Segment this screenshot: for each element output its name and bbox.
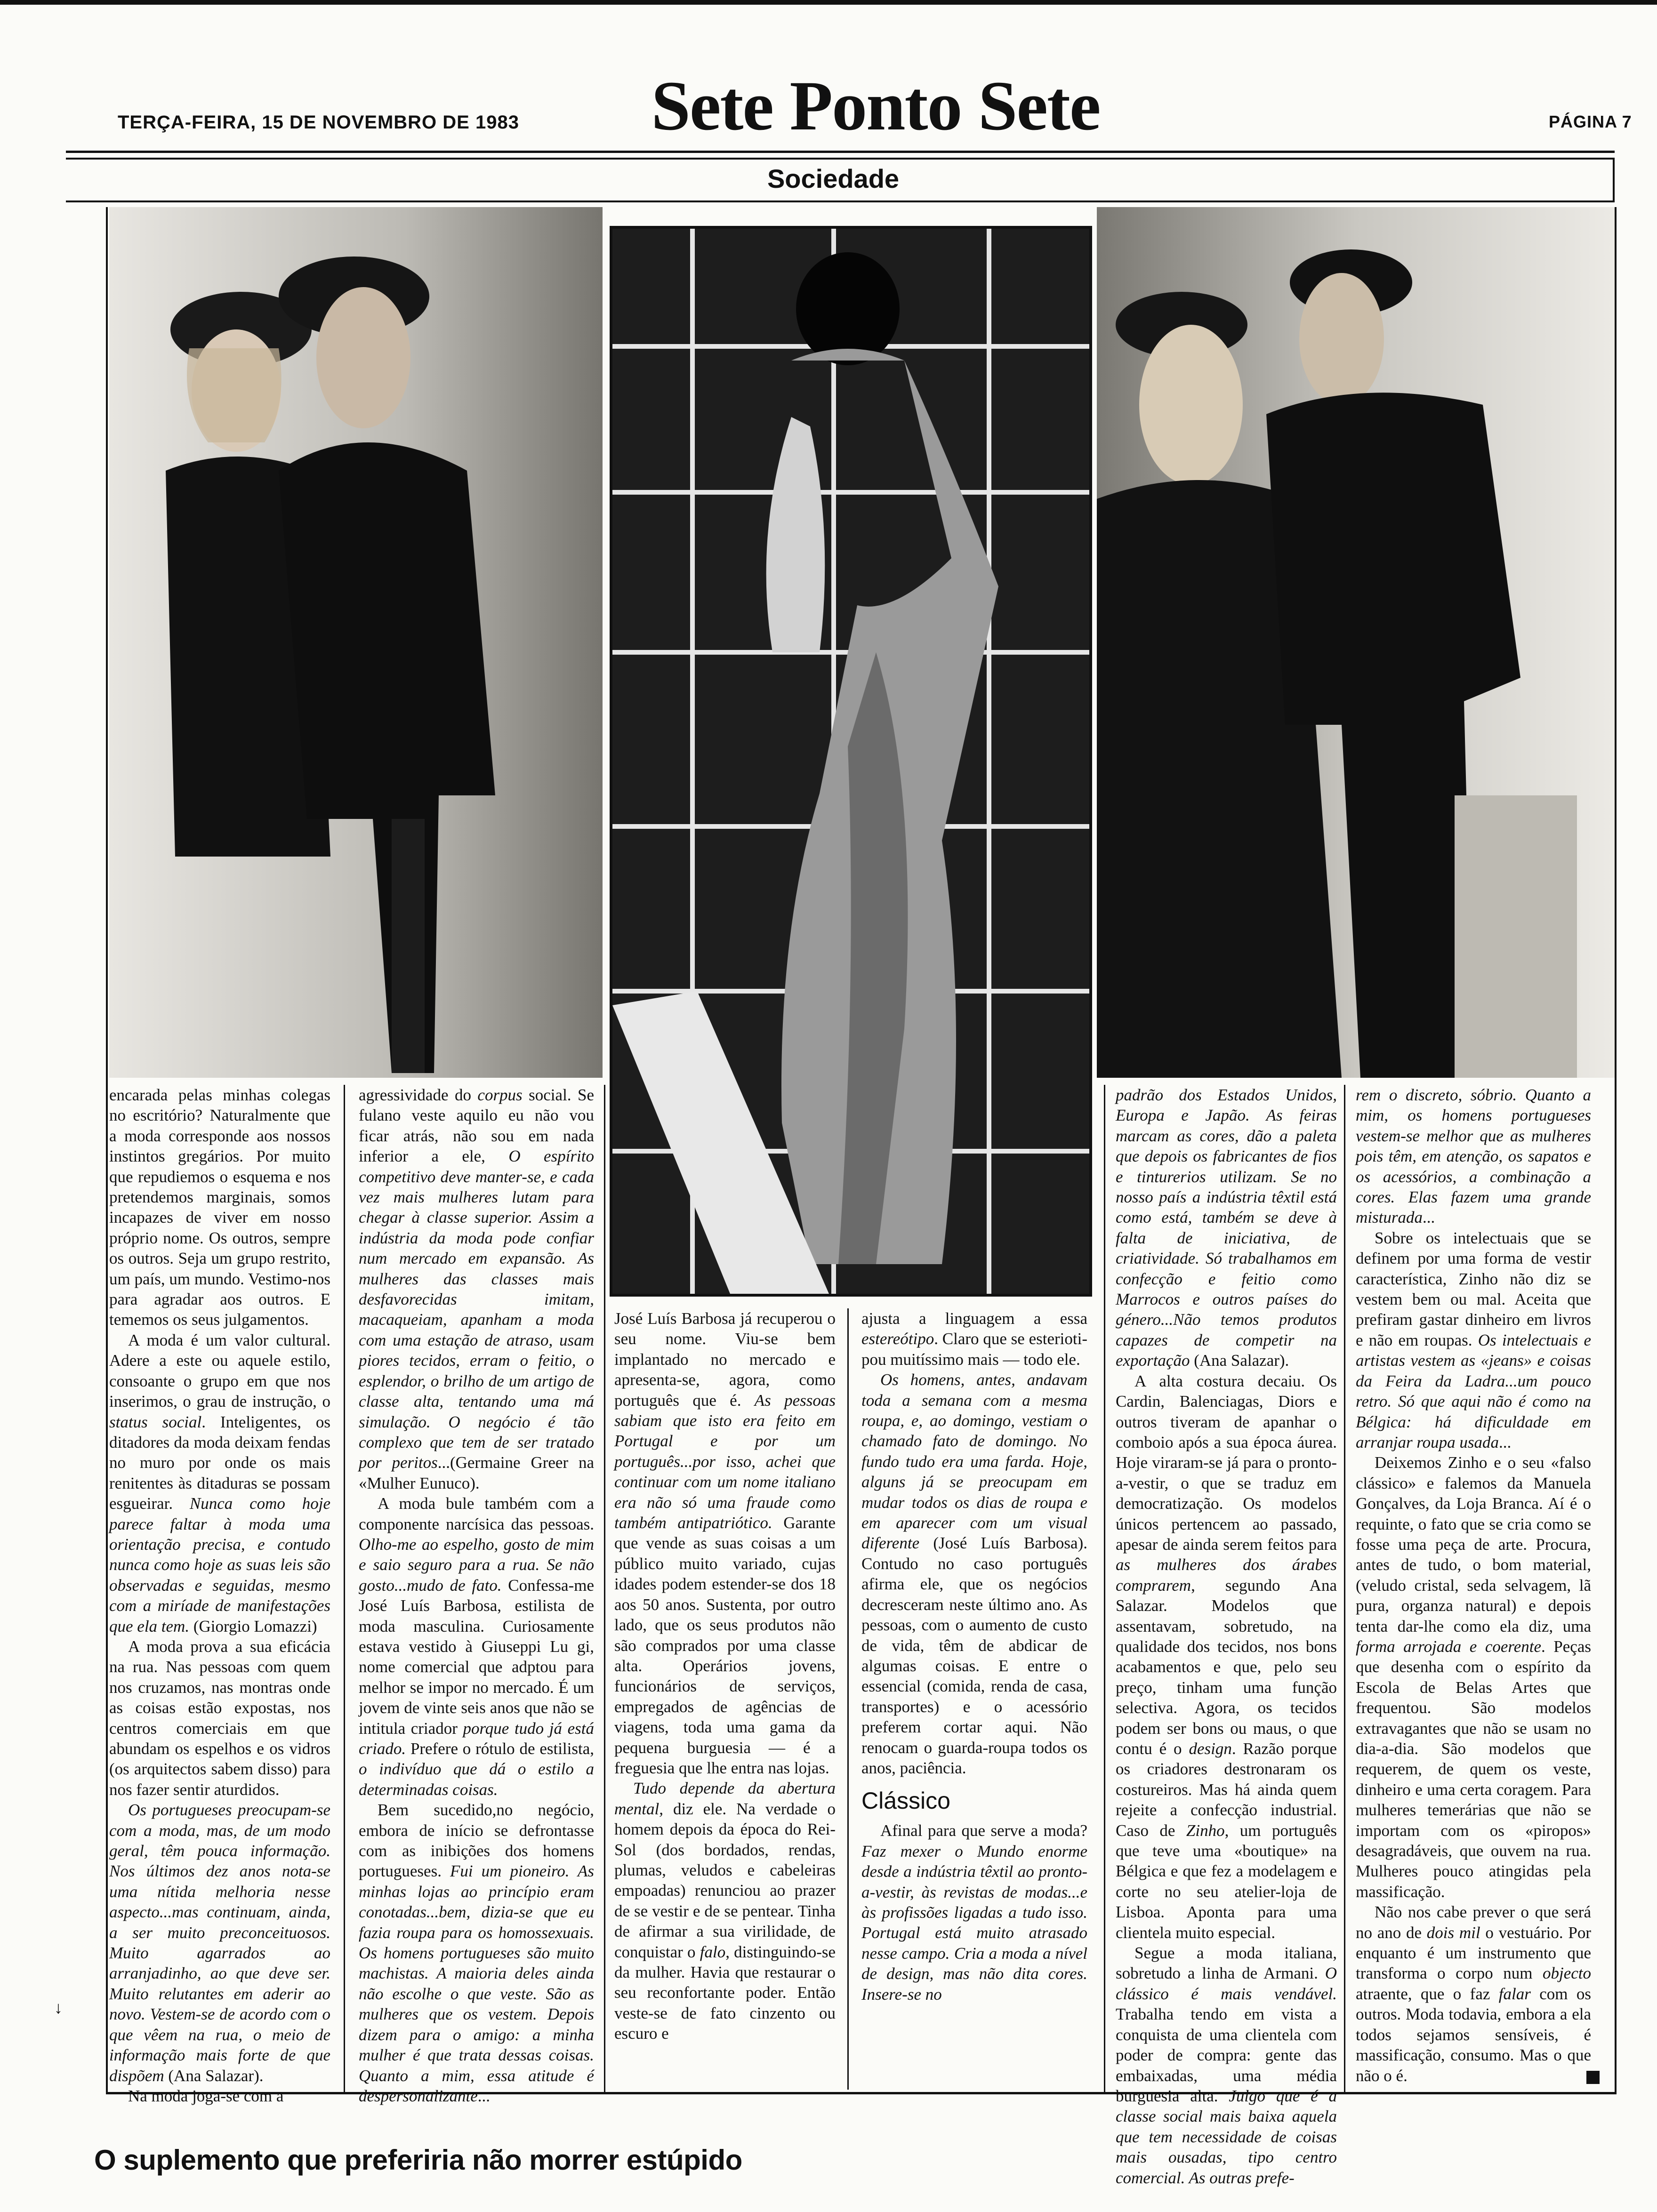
- frame-left-rule: [106, 207, 108, 2094]
- article-paragraph: A alta costura decaiu. Os Cardin, Balenciagas, Diors e outros tiveram de apanhar o comboio após a sua época áurea. Hoje viraram-se já para o pronto-a-vestir, o que se traduz em democratização. Os modelos únicos pertencem ao passado, apesar de ainda serem feitos para as mulheres dos árabes comprarem, segundo Ana Salazar. Modelos que assentavam, sobretudo, na qualidade dos tecidos, nos bons acabamentos e que, pelo seu preço, tinham uma função selectiva. Agora, os tecidos podem ser bons ou maus, o que contu é o design. Razão porque os criadores destronaram os costureiros. Mas há ainda quem rejeite a confecção industrial. Caso de Zinho, um português que teve uma «boutique» na Bélgica e que fez a modelagem e corte no seu atelier-loja de Lisboa. Aponta para uma clientela muito especial.: [1116, 1371, 1337, 1942]
- column-rule: [1344, 1085, 1345, 2092]
- article-paragraph: José Luís Barbosa já recuperou o seu nome. Viu-se bem implantado no mercado e apresenta-se, agora, como português que é. As pessoas sabiam que isto era feito em Portugal e por um português...por isso, achei que continuar com um nome italiano era não só uma fraude como também antipatriótico. Garante que vende as suas coisas a um público muito variado, cujas idades podem estender-se dos 18 aos 50 anos. Sustenta, por outro lado, que os seus produtos não são comprados por uma classe alta. Operários jovens, funcionários de serviços, empregados de agências de viagens, toda uma gama da pequena burguesia — é a freguesia que lhe entra nas lojas.: [614, 1309, 836, 1777]
- photo-couple-right: [1097, 207, 1615, 1078]
- margin-mark: ↓: [54, 1998, 63, 2017]
- article-column-5: [1116, 1085, 1337, 2187]
- article-column-2: [359, 1085, 594, 2105]
- article-paragraph: Na moda joga-se com a: [128, 2086, 284, 2105]
- column-rule: [1104, 1085, 1105, 2092]
- article-paragraph: Tudo depende da abertura mental, diz ele. Na verdade o homem depois da época do Rei-Sol (dos bordados, rendas, plumas, veludos e cabeleiras empoadas) renunciou ao prazer de se vestir e de se pentear. Tinha de afirmar a sua virilidade, de conquistar o falo, distinguindo-se da mulher. Havia que restaurar o seu reconfortante poder. Então veste-se de fato cinzento ou escuro e: [614, 1779, 836, 2043]
- top-border: [0, 0, 1657, 5]
- article-column-6: [1356, 1085, 1591, 2092]
- footer-tagline: O suplemento que preferiria não morrer estúpido: [94, 2144, 742, 2176]
- article-column-3: [614, 1308, 836, 2090]
- article-paragraph: A moda prova a sua eficácia na rua. Nas pessoas com quem nos cruzamos, nas montras onde as coisas estão expostas, nos centros comerciais em que abundam os espelhos e os vidros (os arquitectos sabem disso) para nos fazer sentir aturdidos.: [109, 1637, 330, 1799]
- article-paragraph: agressividade do corpus social. Se fulano veste aquilo eu não vou ficar atrás, não sou em nada inferior a ele, O espírito competitivo deve manter-se, e cada vez mais mulheres lutam para chegar à classe superior. Assim a indústria da moda pode confiar num mercado em expansão. As mulheres das classes mais desfavorecidas imitam, macaqueiam, apanham a moda com uma estação de atraso, usam piores tecidos, erram o feitio, o esplendor, o brilho de um artigo de classe alta, tentando uma má simulação. O negócio é tão complexo que tem de ser tratado por peritos...(Germaine Greer na «Mulher Eunuco).: [359, 1086, 594, 1492]
- issue-date: TERÇA-FEIRA, 15 DE NOVEMBRO DE 1983: [118, 112, 519, 133]
- article-paragraph: Os homens, antes, andavam toda a semana com a mesma roupa, e, ao domingo, vestiam o chamado fato de domingo. No fundo tudo era uma farda. Hoje, alguns já se preocupam em mudar todos os dias de roupa e em aparecer com um visual diferente (José Luís Barbosa). Contudo no caso português afirma ele, que os negócios decresceram neste último ano. As pessoas, com o aumento de custo de vida, têm de abdicar de algumas coisas. E entre o essencial (comida, renda de casa, transportes) e o acessório preferem cortar aqui. Não renocam o guarda-roupa todos os anos, paciência.: [861, 1370, 1087, 1777]
- subheading: Clássico: [861, 1787, 950, 1814]
- article-paragraph: Afinal para que serve a moda? Faz mexer o Mundo enorme desde a indústria têxtil ao pronto-a-vestir, às revistas de modas...e às profissões ligadas a tudo isso. Portugal está muito atrasado nesse campo. Cria a moda a nível de design, mas não dita cores. Insere-se no: [861, 1821, 1087, 2004]
- article-paragraph: padrão dos Estados Unidos, Europa e Japão. As feiras marcam as cores, dão a paleta que depois os fabricantes de fios e tinturerios utilizam. Se no nosso país a indústria têxtil está como está, também se deve à falta de iniciativa, de criatividade. Só trabalhamos em confecção e feitio como Marrocos e outros países do género...Não temos produtos capazes de competir na exportação (Ana Salazar).: [1116, 1086, 1337, 1370]
- header-rule: [66, 151, 1615, 153]
- bottom-rule: [106, 2092, 1617, 2094]
- article-paragraph: rem o discreto, sóbrio. Quanto a mim, os homens portugueses vestem-se melhor que as mulheres pois têm, em atenção, os sapatos e os acessórios, a combinação a cores. Elas fazem uma grande misturada...: [1356, 1086, 1591, 1227]
- article-column-1: [109, 1085, 331, 2105]
- column-rule: [847, 1308, 849, 2090]
- article-paragraph: encarada pelas minhas colegas no escritório? Naturalmente que a moda corresponde aos nossos instintos gregários. Por muito que repudiemos o esquema e nos pretendemos marginais, somos incapazes de viver em nosso próprio nome. Os outros, sempre os outros. Seja um grupo restrito, um país, um mundo. Vestimo-nos para agradar aos outros. E tememos os seus julgamentos.: [109, 1086, 330, 1329]
- article-paragraph: A moda é um valor cultural. Adere a este ou aquele estilo, consoante o grupo em que nos inserimos, o grau de instrução, o status social. Inteligentes, os ditadores da moda deixam fendas no muro por onde os mais renitentes às ditaduras se possam esgueirar. Nunca como hoje parece faltar à moda uma orientação precisa, e contudo nunca como hoje as suas leis são observadas e seguidas, mesmo com a miríade de manifestações que ela tem. (Giorgio Lomazzi): [109, 1330, 331, 1635]
- article-column-4: [861, 1308, 1087, 2090]
- page-number: PÁGINA 7: [1549, 112, 1632, 131]
- article-paragraph: ajusta a linguagem a essa estereótipo. Claro que se esteriotipou muitíssimo mais — todo ele.: [861, 1309, 1087, 1369]
- column-rule: [344, 1085, 345, 2092]
- frame-right-rule: [1615, 207, 1617, 2094]
- article-paragraph: Sobre os intelectuais que se definem por uma forma de vestir característica, Zinho não diz se vestem bem ou mal. Aceita que prefiram gastar dinheiro em livros e não em roupas. Os intelectuais e artistas vestem as «jeans» e coisas da Feira da Ladra...um pouco retro. Só que aqui não é como na Bélgica: há dificuldade em arranjar roupa usada...: [1356, 1228, 1592, 1451]
- photo-couple-left: [109, 207, 603, 1078]
- article-paragraph: Deixemos Zinho e o seu «falso clássico» e falemos da Manuela Gonçalves, da Loja Branca. Aí é o requinte, o fato que se cria como se fosse uma peça de arte. Procura, antes de tudo, o bom material, (veludo cristal, seda selvagem, lã pura, organza natural) e depois tenta dar-lhe como ela diz, uma forma arrojada e coerente. Peças que desenha com o espírito da Escola de Belas Artes que frequentou. São modelos extravagantes que não se usam no dia-a-dia. São modelos que requerem, de quem os veste, dinheiro e uma certa coragem. Para mulheres temerárias que não se importam com os «piropos» desagradáveis, que ouvem na rua. Mulheres pouco atingidas pela massificação.: [1356, 1453, 1591, 1901]
- end-of-article-mark: [1586, 2071, 1600, 2084]
- column-rule: [604, 1085, 605, 2092]
- section-title: Sociedade: [767, 164, 900, 193]
- article-paragraph: Não nos cabe prever o que será no ano de dois mil o vestuário. Por enquanto é um instrumento que transforma o corpo num objecto atraente, que o faz falar com os outros. Moda todavia, embora a ela todos sejamos sensíveis, é massificação, consumo. Mas o que não o é.: [1356, 1903, 1591, 2085]
- article-paragraph: Bem sucedido,no negócio, embora de início se defrontasse com as inibições dos homens portugueses. Fui um pioneiro. As minhas lojas ao princípio eram conotadas...bem, dizia-se que eu fazia roupa para os homossexuais. Os homens portugueses são muito machistas. A maioria deles ainda não escolhe o que veste. São as mulheres que os vestem. Depois dizem para o amigo: a minha mulher é que trata dessas coisas. Quanto a mim, essa atitude é despersonalizante...: [359, 1801, 594, 2105]
- article-paragraph: Os portugueses preocupam-se com a moda, mas, de um modo geral, têm pouca informação. Nos últimos dez anos nota-se uma nítida melhoria nesse aspecto...mas continuam, ainda, a ser muito preconceituosos. Muito agarrados ao arranjadinho, ao que deve ser. Muito relutantes em aderir ao novo. Vestem-se de acordo com o que vêem na rua, o meio de informação mais forte de que dispõem (Ana Salazar).: [109, 1801, 330, 2085]
- masthead-title: Sete Ponto Sete: [651, 67, 1100, 145]
- article-paragraph: Segue a moda italiana, sobretudo a linha de Armani. O clássico é mais vendável. Trabalha tendo em vista a conquista de uma clientela com poder de compra: gente das embaixadas, uma média burguesia alta. Julgo que é a classe social mais baixa aquela que tem necessidade de coisas mais ousadas, tipo centro comercial. As outras prefe-: [1116, 1944, 1337, 2187]
- photo-draped-figure: [610, 226, 1092, 1297]
- article-paragraph: A moda bule também com a componente narcísica das pessoas. Olho-me ao espelho, gosto de mim e saio seguro para a rua. Se não gosto...mudo de fato. Confessa-me José Luís Barbosa, estilista de moda masculina. Curiosamente estava vestido à Giuseppi Lu gi, nome comercial que adptou para melhor se impor no mercado. É um jovem de vinte seis anos que não se intitula criador porque tudo já está criado. Prefere o rótulo de estilista, o indivíduo que dá o estilo a determinadas coisas.: [359, 1494, 594, 1799]
